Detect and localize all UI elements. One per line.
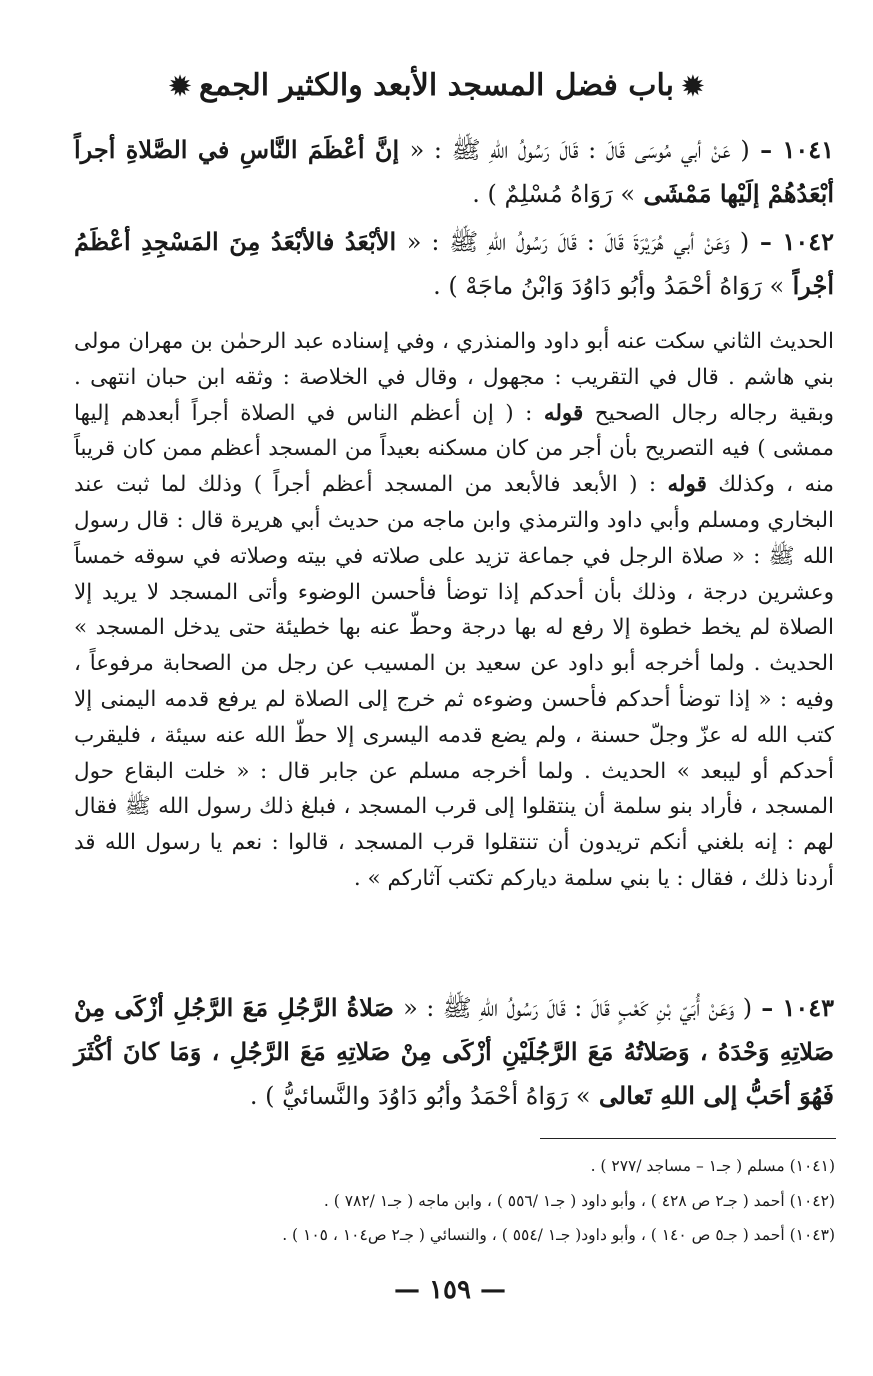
- chapter-title: [100, 60, 773, 112]
- footnote-1042: (١٠٤٢) أحمد ( جـ٢ ص ٤٢٨ ) ، وأبو داود ( جـ١ /٥٥٦ ) ، وابن ماجه ( جـ١ /٧٨٢ ) .: [323, 1192, 835, 1210]
- hadith-number: ١٠٤٣ –: [761, 993, 835, 1022]
- footnote-1041: (١٠٤١) مسلم ( جـ١ – مساجد /٢٧٧ ) .: [590, 1157, 835, 1175]
- commentary-text: : ( إن أعظم الناس في الصلاة أجراً أبعدهم إليها ممشى ) فيه التصريح بأن أجر من كان مسكنه بعيداً من المسجد أعظم ممن كان قريباً منه ، وكذلك: [74, 400, 834, 498]
- hadith-matn: الأبْعَدُ فالأبْعَدُ مِنَ المَسْجِدِ أعْظَمُ أجْراً: [74, 227, 834, 300]
- footnote-1043: (١٠٤٣) أحمد ( جـ٥ ص ١٤٠ ) ، وأبو داود( جـ١ /٥٥٤ ) ، والنسائي ( جـ٢ ص١٠٤ ، ١٠٥ ) .: [282, 1226, 835, 1244]
- footnote-divider: [540, 1138, 836, 1139]
- hadith-1042: [74, 220, 834, 308]
- commentary: [74, 324, 834, 897]
- hadith-number: ١٠٤١ –: [760, 135, 834, 164]
- hadith-1041: [74, 128, 834, 216]
- page-number: — ١٥٩ —: [393, 1275, 507, 1305]
- hadith-takhrij: » رَوَاهُ أحْمَدُ وأبُو دَاوُدَ والنَّسائيُّ ) .: [249, 1082, 591, 1110]
- commentary-text: الحديث الثاني سكت عنه أبو داود والمنذري ، وفي إسناده عبد الرحمٰن بن مهران مولى بني هاشم . قال في التقريب : مجهول ، وقال في الخلاصة : وثقه ابن حبان انتهى . وبقية رجاله رجال الصحيح: [74, 329, 834, 426]
- hadith-1043: [74, 986, 834, 1118]
- star-ornament-icon: ✹: [169, 72, 191, 102]
- hadith-matn: إنَّ أعْظَمَ النَّاسِ في الصَّلاةِ أجراً أبْعَدُهُمْ إلَيْها مَمْشَى: [74, 135, 834, 208]
- chapter-title-text: باب فضل المسجد الأبعد والكثير الجمع: [198, 68, 675, 103]
- hadith-number: ١٠٤٢ –: [759, 227, 835, 256]
- hadith-takhrij: » رَوَاهُ أحْمَدُ وأبُو دَاوُدَ وَابْنُ ماجَهْ ) .: [433, 272, 785, 300]
- hadith-isnad: ( عَنْ أبي مُوسَى قَالَ : قَالَ رَسُولُ اللهِ ﷺ : «: [409, 136, 750, 164]
- commentary-keyword: قوله: [667, 472, 707, 498]
- commentary-keyword: قوله: [543, 400, 584, 426]
- hadith-isnad: ( وَعَنْ أبي هُرَيْرَةَ قَالَ : قَالَ رَسُولُ اللهِ ﷺ : «: [406, 228, 750, 256]
- star-ornament-icon: ✹: [682, 72, 704, 102]
- hadith-matn: صَلاةُ الرَّجُلِ مَعَ الرَّجُلِ أزْكَى مِنْ صَلاتِهِ وَحْدَهُ ، وَصَلاتُهُ مَعَ الرَّجُلَيْنِ أزْكَى مِنْ صَلاتِهِ مَعَ الرَّجُلِ ، وَمَا كانَ أكْثَرَ فَهُوَ أحَبُّ إلى اللهِ تَعالى: [74, 993, 834, 1110]
- commentary-text: : ( الأبعد فالأبعد من المسجد أعظم أجراً ) وذلك لما ثبت عند البخاري ومسلم وأبي داود والترمذي وابن ماجه من حديث أبي هريرة قال : قال رسول الله ﷺ : « صلاة الرجل في جماعة تزيد على صلاته في بيته وصلاته في سوقه خمساً وعشرين درجة ، وذلك بأن أحدكم إذا توضأ فأحسن الوضوء وأتى المسجد لا يريد إلا الصلاة لم يخط خطوة إلا رفع له بها درجة وحطّ عنه بها خطيئة حتى يدخل المسجد » الحديث . ولما أخرجه أبو داود عن سعيد بن المسيب عن رجل من الصحابة مرفوعاً ، وفيه : « إذا توضأ أحدكم فأحسن وضوءه ثم خرج إلى الصلاة لم يرفع قدمه اليمنى إلا كتب الله له عزّ وجلّ حسنة ، ولم يضع قدمه اليسرى إلا حطّ الله عنه سيئة ، فليقرب أحدكم أو ليبعد » الحديث . ولما أخرجه مسلم عن جابر قال : « خلت البقاع حول المسجد ، فأراد بنو سلمة أن ينتقلوا إلى قرب المسجد ، فبلغ ذلك رسول الله ﷺ فقال لهم : إنه بلغني أنكم تريدون أن تنتقلوا قرب المسجد ، قالوا : نعم يا رسول الله قد أردنا ذلك ، فقال : يا بني سلمة دياركم تكتب آثاركم » .: [74, 472, 834, 891]
- hadith-isnad: ( وَعَنْ أُبَيّ بْنِ كَعْبٍ قَالَ : قَالَ رَسُولُ اللهِ ﷺ : «: [403, 994, 753, 1022]
- hadith-takhrij: » رَوَاهُ مُسْلِمٌ ) .: [472, 180, 636, 208]
